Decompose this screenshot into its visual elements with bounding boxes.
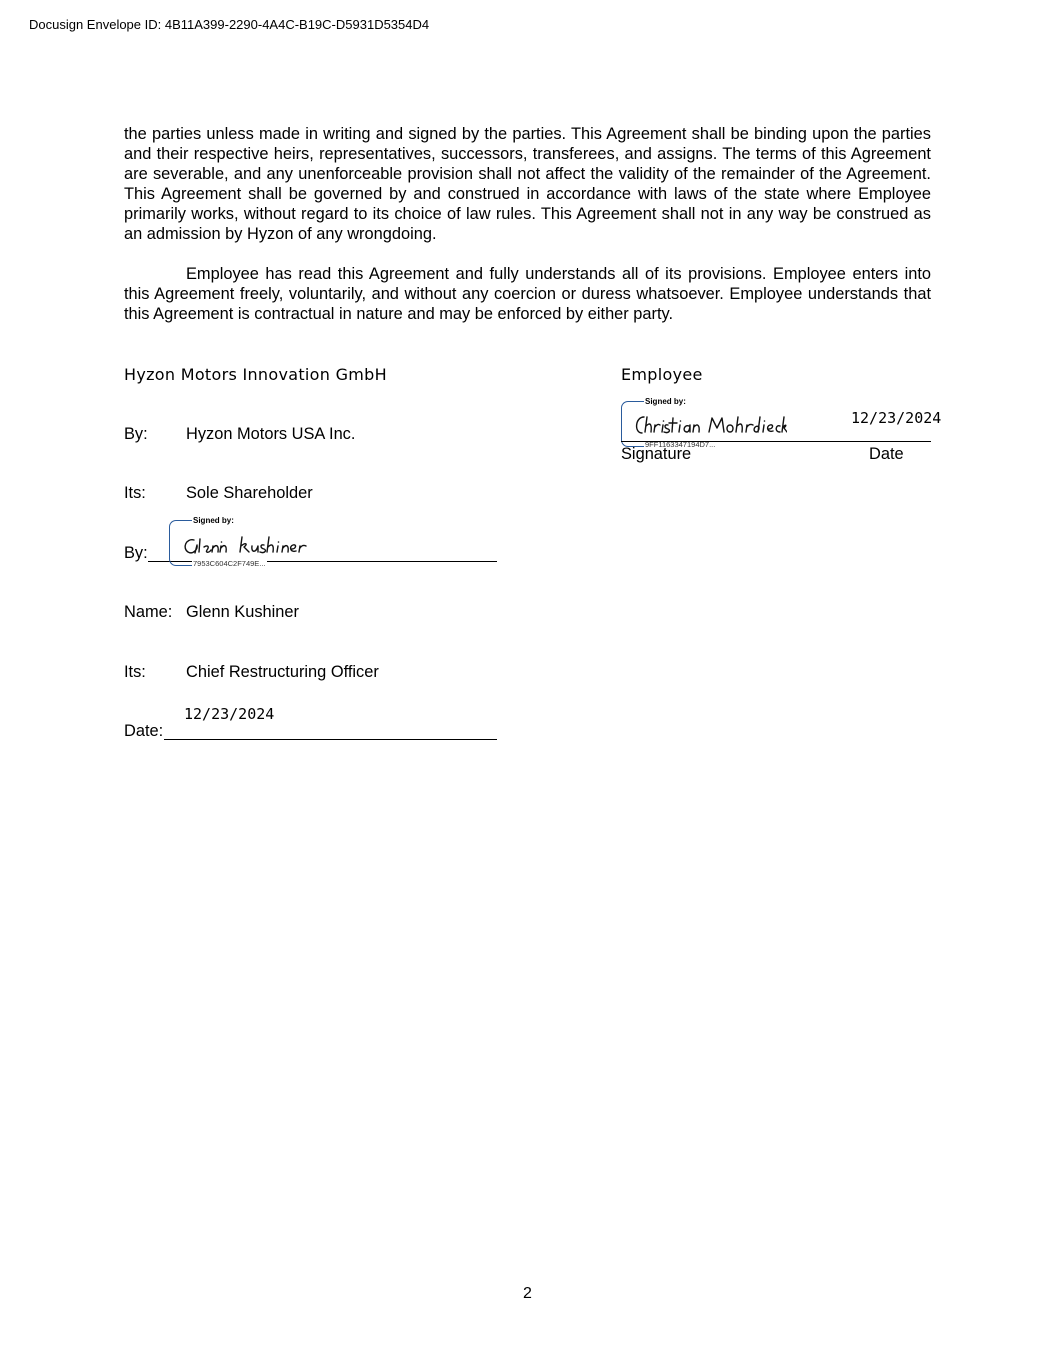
its-title-value: Chief Restructuring Officer (186, 663, 379, 681)
employee-signature-line (621, 441, 931, 442)
date-label: Date: (124, 722, 164, 740)
by-value: Hyzon Motors USA Inc. (186, 425, 356, 443)
by-signature-label: By: (124, 544, 148, 562)
employee-signature (632, 411, 787, 439)
employee-date-value: 12/23/2024 (851, 409, 942, 427)
company-signature (180, 531, 315, 559)
its-label: Its: (124, 484, 146, 502)
signed-by-label: Signed by: (645, 397, 686, 406)
by-label: By: (124, 425, 148, 443)
signed-by-label: Signed by: (193, 516, 234, 525)
paragraph-acknowledgement: Employee has read this Agreement and fully understands all of its provisions. Employee enters into this Agreement freely, voluntarily, and without any coercion or duress whatsoever. Employee understands that this Agreement is contractual in nature and may be enforced by either party. (124, 265, 931, 323)
page-number: 2 (523, 1285, 532, 1302)
signature-id: 7953C604C2F749E... (193, 559, 266, 568)
employee-heading: Employee (621, 365, 703, 384)
company-date-value: 12/23/2024 (184, 705, 275, 723)
its-value: Sole Shareholder (186, 484, 313, 502)
company-heading: Hyzon Motors Innovation GmbH (124, 365, 387, 384)
name-value: Glenn Kushiner (186, 603, 299, 621)
envelope-id: Docusign Envelope ID: 4B11A399-2290-4A4C-B19C-D5931D5354D4 (29, 17, 430, 32)
its-title-label: Its: (124, 663, 146, 681)
signature-id: 9FF1163347194D7... (645, 440, 716, 449)
date-line (164, 739, 497, 740)
employee-date-label: Date (869, 445, 904, 463)
signature-label: Signature (621, 445, 692, 463)
paragraph-severability: the parties unless made in writing and signed by the parties. This Agreement shall be binding upon the parties and their respective heirs, representatives, successors, transferees, and assigns. The terms of this Agreement are severable, and any unenforceable provision shall not affect the validity of the remainder of the Agreement. This Agreement shall be governed by and construed in accordance with laws of the state where Employee primarily works, without regard to its choice of law rules. This Agreement shall not in any way be construed as an admission by Hyzon of any wrongdoing. (124, 125, 931, 243)
name-label: Name: (124, 603, 173, 621)
